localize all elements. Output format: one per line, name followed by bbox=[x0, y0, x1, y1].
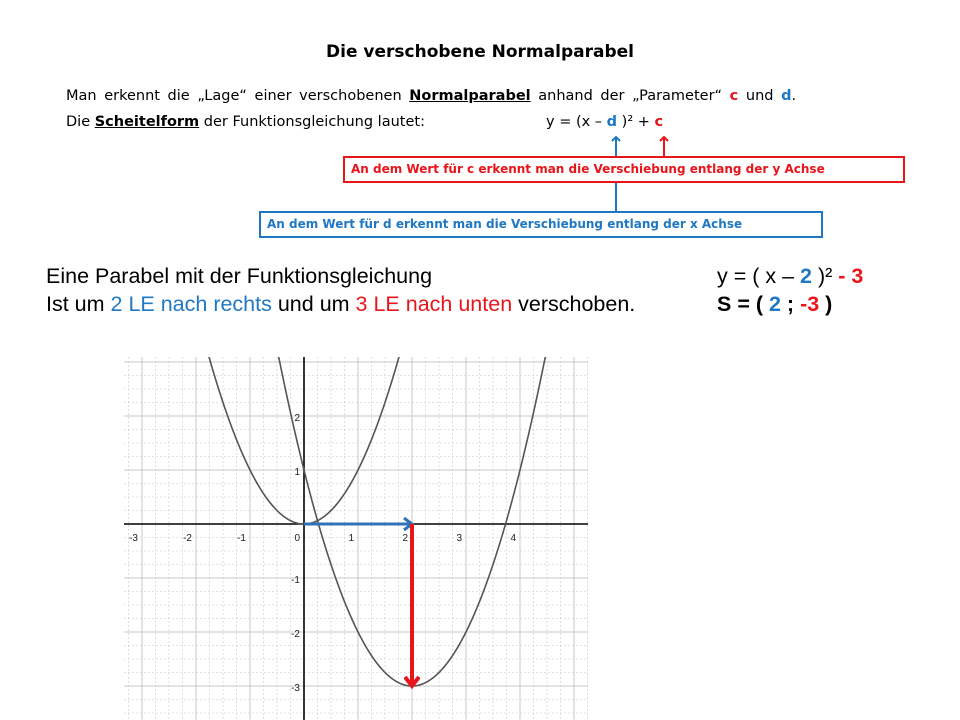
intro-text: und bbox=[738, 88, 782, 104]
vertex-x: 2 bbox=[768, 292, 781, 316]
callout-c: An dem Wert für c erkennt man die Verschiebung entlang der y Achse bbox=[343, 156, 905, 183]
formula-text: y = (x – bbox=[546, 114, 607, 130]
term-scheitelform: Scheitelform bbox=[94, 114, 200, 130]
shift-right-text: 2 LE nach rechts bbox=[110, 292, 272, 316]
term-normalparabel: Normalparabel bbox=[409, 88, 531, 104]
x-tick-label: 3 bbox=[456, 533, 462, 544]
vertex-text: S = ( bbox=[717, 292, 769, 316]
x-tick-label: 1 bbox=[348, 533, 354, 544]
intro-text: Man erkennt die „Lage“ einer verschobenen bbox=[66, 88, 410, 104]
intro-text: Die bbox=[66, 114, 95, 130]
intro-text: . bbox=[791, 88, 797, 104]
y-tick-label: 2 bbox=[294, 413, 300, 424]
sentence-text: und um bbox=[271, 292, 356, 316]
x-tick-label: 4 bbox=[510, 533, 516, 544]
vertex-y: -3 bbox=[800, 292, 820, 316]
callout-d: An dem Wert für d erkennt man die Verschiebung entlang der x Achse bbox=[259, 211, 823, 238]
shift-down-text: 3 LE nach unten bbox=[355, 292, 513, 316]
intro-text: der Funktionsgleichung lautet: bbox=[199, 114, 425, 130]
param-d: d bbox=[781, 88, 792, 104]
param-c: c bbox=[729, 88, 739, 104]
equation-text: y = ( x – bbox=[717, 264, 801, 288]
x-tick-label: -1 bbox=[237, 533, 246, 544]
sentence-text: verschoben. bbox=[512, 292, 636, 316]
sentence-text: Ist um bbox=[46, 292, 111, 316]
y-tick-label: -1 bbox=[291, 575, 300, 586]
equation-text: )² bbox=[812, 264, 839, 288]
x-tick-label: -3 bbox=[129, 533, 138, 544]
y-tick-label: 1 bbox=[294, 467, 300, 478]
equation-d: 2 bbox=[800, 264, 813, 288]
equation-c: - 3 bbox=[838, 264, 864, 288]
sentence-1: Eine Parabel mit der Funktionsgleichung bbox=[46, 264, 433, 288]
formula-d: d bbox=[606, 114, 618, 130]
intro-text: anhand der „Parameter“ bbox=[530, 88, 730, 104]
formula-text: )² + bbox=[617, 114, 655, 130]
formula-c: c bbox=[654, 114, 664, 130]
vertex-text: ; bbox=[780, 292, 801, 316]
page-title: Die verschobene Normalparabel bbox=[326, 42, 634, 62]
y-tick-label: -3 bbox=[291, 683, 300, 694]
x-tick-label: -2 bbox=[183, 533, 192, 544]
vertex-text: ) bbox=[819, 292, 833, 316]
x-tick-label: 2 bbox=[402, 533, 408, 544]
y-tick-label: -2 bbox=[291, 629, 300, 640]
x-tick-label: 0 bbox=[294, 533, 300, 544]
